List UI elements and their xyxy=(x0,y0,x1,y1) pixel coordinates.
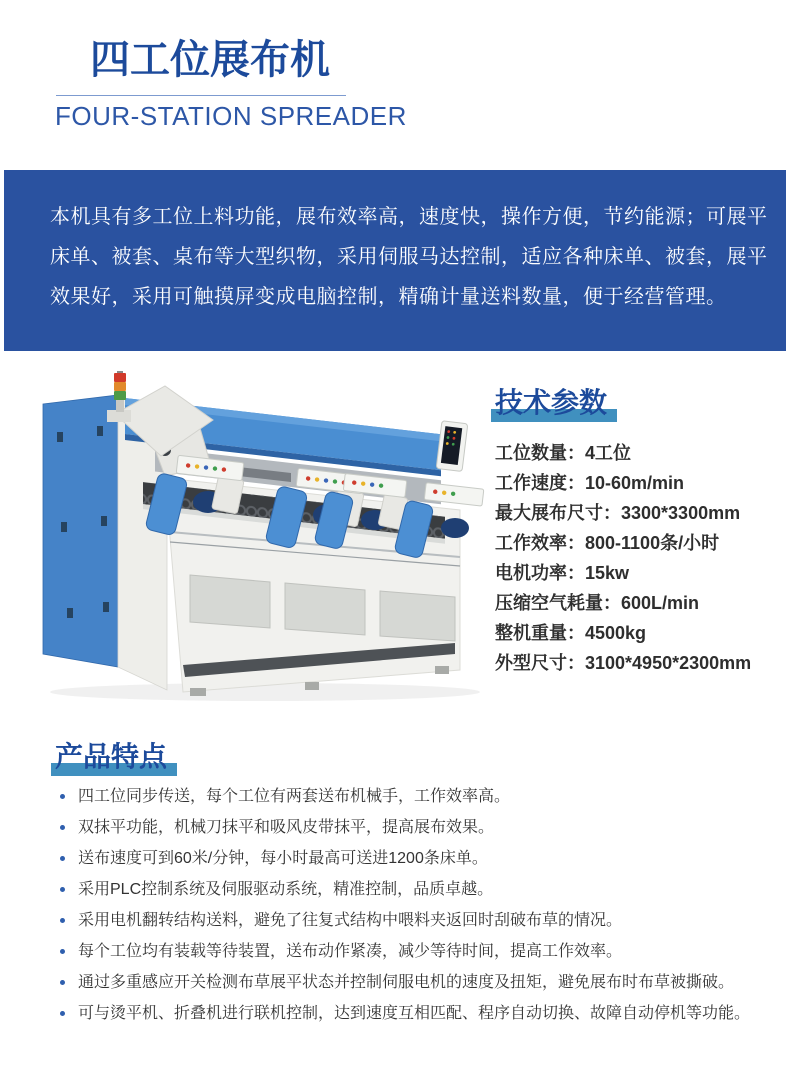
spec-row: 工作速度：10-60m/min xyxy=(495,472,685,493)
colon: ： xyxy=(567,532,585,553)
feature-item xyxy=(55,1005,765,1022)
colon: ： xyxy=(567,622,585,643)
feature-item xyxy=(55,850,765,867)
feature-text: 送布速度可到60米/分钟，每小时最高可送进1200条床单。 xyxy=(78,849,488,867)
machine-photo xyxy=(15,370,485,705)
bullet-dot-icon xyxy=(60,949,65,954)
page-title: 四工位展布机 xyxy=(90,38,330,82)
feature-item xyxy=(55,819,765,836)
feature-item xyxy=(55,912,765,929)
bullet-dot-icon xyxy=(60,887,65,892)
colon: ： xyxy=(567,562,585,583)
tech-specs-heading: 技术参数 xyxy=(495,387,608,418)
features-heading: 产品特点 xyxy=(55,741,168,772)
feature-text: 通过多重感应开关检测布草展平状态并控制伺服电机的速度及扭矩，避免展布时布草被撕破。 xyxy=(78,973,735,991)
spec-row: 工作效率：800-1100条/小时 xyxy=(495,532,720,553)
feature-text: 采用PLC控制系统及伺服驱动系统，精准控制，品质卓越。 xyxy=(78,880,494,898)
feature-item xyxy=(55,943,765,960)
feature-text: 每个工位均有装载等待装置，送布动作紧凑，减少等待时间，提高工作效率。 xyxy=(78,942,623,960)
spec-row: 电机功率：15kw xyxy=(495,562,630,583)
spec-row: 最大展布尺寸：3300*3300mm xyxy=(495,502,741,523)
feature-text: 四工位同步传送，每个工位有两套送布机械手，工作效率高。 xyxy=(78,787,511,805)
title-divider xyxy=(56,95,346,96)
feature-list xyxy=(55,788,765,1022)
machine-illustration xyxy=(15,370,485,705)
colon: ： xyxy=(567,472,585,493)
intro-line: 本机具有多工位上料功能，展布效率高，速度快，操作方便，节约能源；可展平 xyxy=(50,206,768,228)
colon: ： xyxy=(567,652,585,673)
intro-banner xyxy=(4,170,786,351)
bullet-dot-icon xyxy=(60,794,65,799)
colon: ： xyxy=(603,592,621,613)
spec-row: 外型尺寸：3100*4950*2300mm xyxy=(495,652,752,673)
bullet-dot-icon xyxy=(60,856,65,861)
feature-item xyxy=(55,788,765,805)
feature-item xyxy=(55,974,765,991)
tech-specs-section xyxy=(495,386,780,678)
spec-list xyxy=(495,438,780,678)
spec-row: 工位数量：4工位 xyxy=(495,442,632,463)
bullet-dot-icon xyxy=(60,825,65,830)
bullet-dot-icon xyxy=(60,1011,65,1016)
intro-line: 效果好，采用可触摸屏变成电脑控制，精确计量送料数量，便于经营管理。 xyxy=(50,286,727,308)
feature-text: 可与烫平机、折叠机进行联机控制，达到速度互相匹配、程序自动切换、故障自动停机等功能。 xyxy=(78,1004,751,1022)
intro-line: 床单、被套、桌布等大型织物，采用伺服马达控制，适应各种床单、被套，展平 xyxy=(50,246,768,268)
bullet-dot-icon xyxy=(60,918,65,923)
control-display xyxy=(436,421,468,472)
bullet-dot-icon xyxy=(60,980,65,985)
feature-text: 采用电机翻转结构送料，避免了往复式结构中喂料夹返回时刮破布草的情况。 xyxy=(78,911,623,929)
spec-row: 压缩空气耗量：600L/min xyxy=(495,592,700,613)
colon: ： xyxy=(567,442,585,463)
feature-text: 双抹平功能，机械刀抹平和吸风皮带抹平，提高展布效果。 xyxy=(78,818,495,836)
spec-row: 整机重量：4500kg xyxy=(495,622,647,643)
features-section xyxy=(55,740,765,1036)
colon: ： xyxy=(603,502,621,523)
page-subtitle: FOUR-STATION SPREADER xyxy=(55,101,407,131)
feature-item xyxy=(55,881,765,898)
